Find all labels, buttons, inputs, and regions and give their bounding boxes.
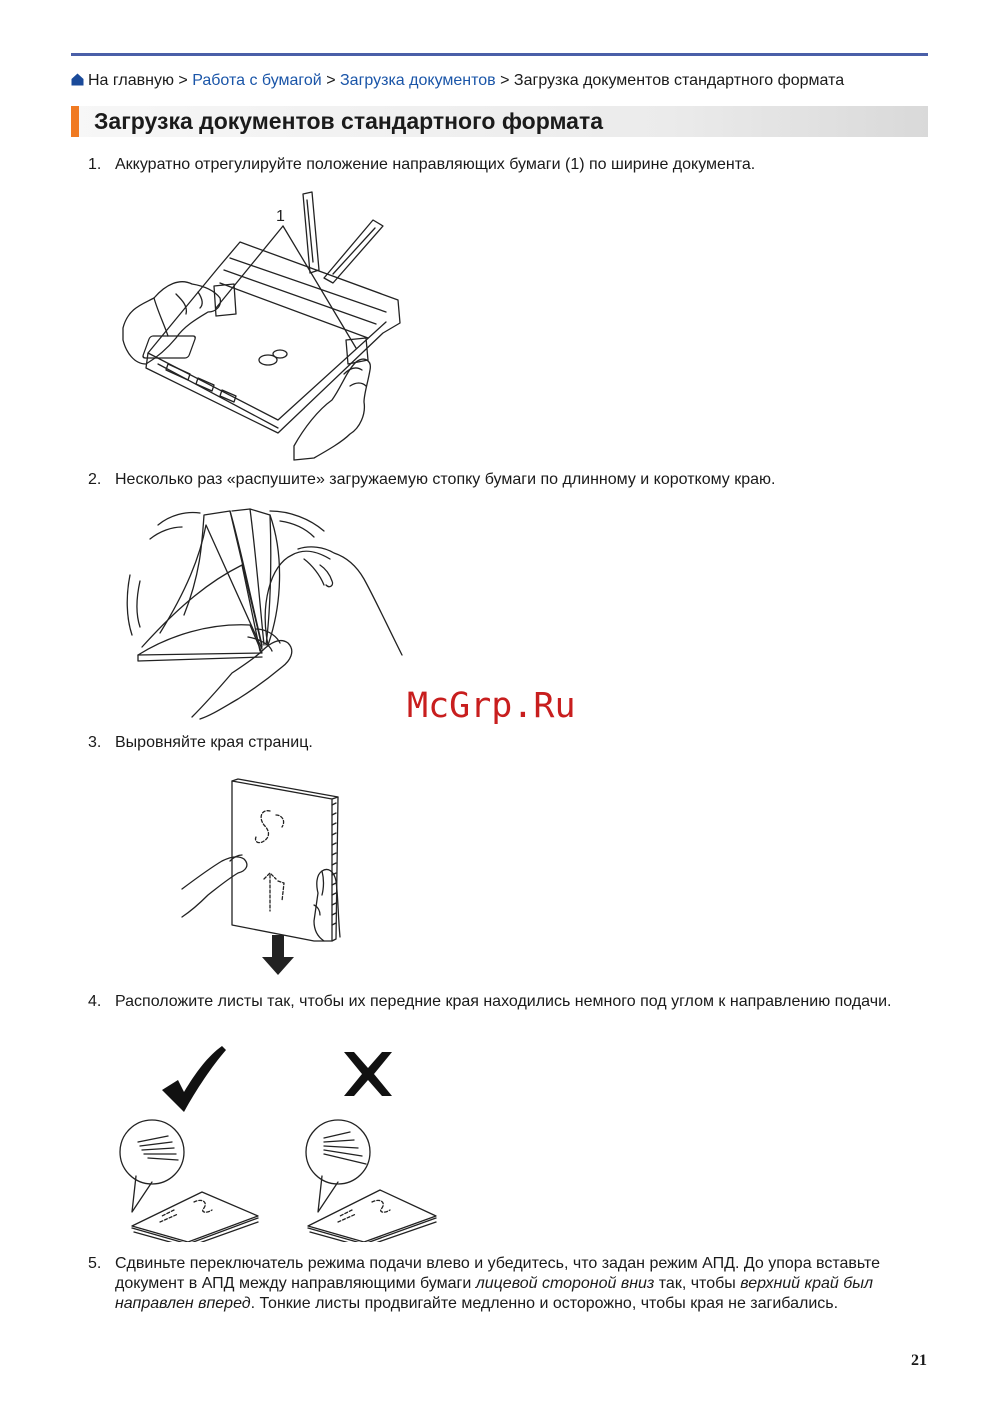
step-text-part: так, чтобы: [654, 1275, 741, 1292]
step-text: Аккуратно отрегулируйте положение направляющих бумаги (1) по ширине документа.: [115, 156, 756, 173]
step-5: [88, 1254, 918, 1314]
heading-accent: [71, 106, 79, 137]
watermark: McGrp.Ru: [407, 686, 576, 726]
figure-fanning-paper: [120, 505, 410, 720]
figure-callout: 1: [276, 208, 285, 225]
breadcrumb-link-loading[interactable]: Загрузка документов: [340, 72, 496, 89]
breadcrumb: [71, 71, 844, 91]
step-text-part: . Тонкие листы продвигайте медленно и осторожно, чтобы края не загибались.: [250, 1295, 839, 1312]
breadcrumb-current: Загрузка документов стандартного формата: [513, 72, 845, 89]
breadcrumb-separator: >: [500, 72, 510, 89]
step-number: 1.: [88, 156, 102, 173]
top-rule: [71, 53, 928, 56]
cross-icon: [344, 1052, 392, 1096]
check-icon: [162, 1046, 226, 1112]
step-number: 3.: [88, 734, 102, 751]
step-number: 5.: [88, 1255, 102, 1272]
step-text: Расположите листы так, чтобы их передние края находились немного под углом к направлению подачи.: [115, 993, 892, 1010]
step-2: [88, 470, 918, 490]
step-4: [88, 992, 918, 1012]
step-text: [115, 1254, 918, 1314]
figure-scanner-guides: [118, 188, 418, 463]
breadcrumb-separator: >: [326, 72, 336, 89]
breadcrumb-home[interactable]: На главную: [88, 72, 174, 89]
figure-sheet-angle: [112, 1042, 452, 1242]
step-text-emphasis: лицевой стороной вниз: [475, 1275, 655, 1292]
step-number: 2.: [88, 471, 102, 488]
step-text: Несколько раз «распушите» загружаемую стопку бумаги по длинному и короткому краю.: [115, 471, 776, 488]
home-icon[interactable]: [71, 73, 84, 86]
step-text-part: Сдвиньте переключатель режима подачи влево и убедитесь, что задан режим АПД. До упора вставьте документ в АПД между направляющими бумаги: [115, 1255, 881, 1292]
figure-align-edges: [178, 775, 348, 980]
step-text: Выровняйте края страниц.: [115, 734, 313, 751]
down-arrow-icon: [262, 935, 294, 975]
step-1: [88, 155, 918, 175]
step-text-emphasis: верхний край был направлен вперед: [115, 1275, 874, 1312]
breadcrumb-separator: >: [178, 72, 188, 89]
page-title: Загрузка документов стандартного формата: [94, 108, 603, 134]
step-number: 4.: [88, 993, 102, 1010]
step-3: [88, 733, 918, 753]
breadcrumb-link-paper[interactable]: Работа с бумагой: [192, 72, 322, 89]
page-number: 21: [911, 1352, 927, 1369]
